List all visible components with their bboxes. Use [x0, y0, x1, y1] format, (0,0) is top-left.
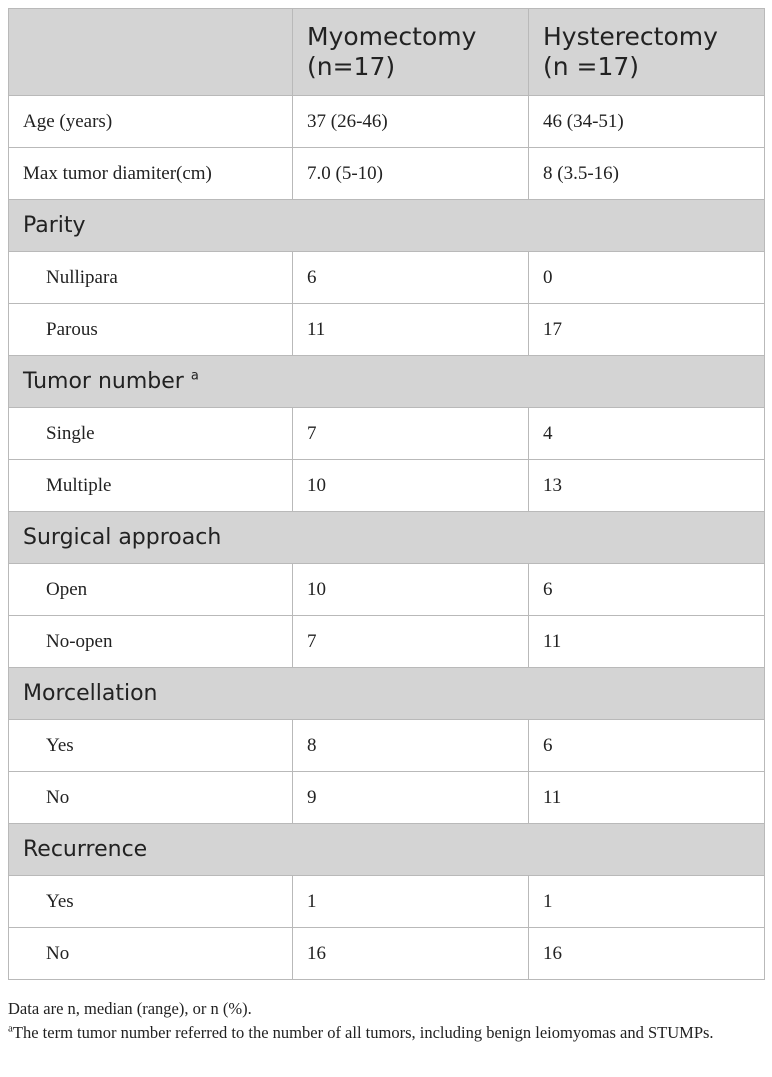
cell-hysterectomy: 11 [529, 772, 765, 824]
cell-myomectomy: 37 (26-46) [293, 96, 529, 148]
cell-myomectomy: 1 [293, 876, 529, 928]
row-max-diameter [9, 148, 765, 200]
header-myomectomy-title: Myomectomy [307, 22, 477, 51]
cell-hysterectomy: 8 (3.5-16) [529, 148, 765, 200]
cell-myomectomy: 10 [293, 564, 529, 616]
row-nullipara [9, 252, 765, 304]
cell-hysterectomy: 4 [529, 408, 765, 460]
header-myomectomy [293, 9, 529, 96]
cell-myomectomy: 10 [293, 460, 529, 512]
section-title: Recurrence [9, 824, 765, 876]
section-morcellation [9, 668, 765, 720]
row-label: Multiple [9, 460, 293, 512]
row-label: Nullipara [9, 252, 293, 304]
cell-hysterectomy: 0 [529, 252, 765, 304]
note-data-format: Data are n, median (range), or n (%). [8, 999, 252, 1018]
row-label: Yes [9, 720, 293, 772]
row-label: No [9, 928, 293, 980]
section-title: Surgical approach [9, 512, 765, 564]
cell-hysterectomy: 6 [529, 564, 765, 616]
cell-myomectomy: 7 [293, 408, 529, 460]
cell-myomectomy: 7.0 (5-10) [293, 148, 529, 200]
section-tumor-number [9, 356, 765, 408]
section-surgical-approach [9, 512, 765, 564]
row-label: Open [9, 564, 293, 616]
header-myomectomy-count: (n=17) [307, 52, 396, 81]
cell-hysterectomy: 11 [529, 616, 765, 668]
row-label: Parous [9, 304, 293, 356]
row-recurrence-yes [9, 876, 765, 928]
cell-myomectomy: 9 [293, 772, 529, 824]
cell-myomectomy: 7 [293, 616, 529, 668]
cell-myomectomy: 8 [293, 720, 529, 772]
section-title: Tumor number [23, 369, 184, 394]
header-hysterectomy [529, 9, 765, 96]
table-notes [8, 997, 768, 1045]
row-label: Single [9, 408, 293, 460]
cell-myomectomy: 6 [293, 252, 529, 304]
row-open [9, 564, 765, 616]
footnote-marker: a [8, 1022, 13, 1035]
footnote-marker: a [190, 368, 199, 384]
header-row [9, 9, 765, 96]
row-morcellation-yes [9, 720, 765, 772]
row-parous [9, 304, 765, 356]
row-single [9, 408, 765, 460]
header-blank-cell [9, 9, 293, 96]
cell-hysterectomy: 13 [529, 460, 765, 512]
row-label: Max tumor diamiter(cm) [9, 148, 293, 200]
row-no-open [9, 616, 765, 668]
cell-myomectomy: 16 [293, 928, 529, 980]
comparison-table [8, 8, 765, 980]
cell-hysterectomy: 6 [529, 720, 765, 772]
cell-myomectomy: 11 [293, 304, 529, 356]
row-multiple [9, 460, 765, 512]
footnote-text: The term tumor number referred to the number of all tumors, including benign leiomyomas and STUMPs. [12, 1023, 714, 1042]
section-title-cell [9, 356, 765, 408]
row-label: No [9, 772, 293, 824]
cell-hysterectomy: 46 (34-51) [529, 96, 765, 148]
row-age [9, 96, 765, 148]
section-parity [9, 200, 765, 252]
section-title: Parity [9, 200, 765, 252]
section-recurrence [9, 824, 765, 876]
row-morcellation-no [9, 772, 765, 824]
cell-hysterectomy: 1 [529, 876, 765, 928]
header-hysterectomy-title: Hysterectomy [543, 22, 718, 51]
section-title: Morcellation [9, 668, 765, 720]
row-label: No-open [9, 616, 293, 668]
row-label: Age (years) [9, 96, 293, 148]
row-label: Yes [9, 876, 293, 928]
header-hysterectomy-count: (n =17) [543, 52, 640, 81]
cell-hysterectomy: 17 [529, 304, 765, 356]
row-recurrence-no [9, 928, 765, 980]
data-table-container [8, 8, 764, 980]
note-footnote [8, 1021, 768, 1045]
cell-hysterectomy: 16 [529, 928, 765, 980]
